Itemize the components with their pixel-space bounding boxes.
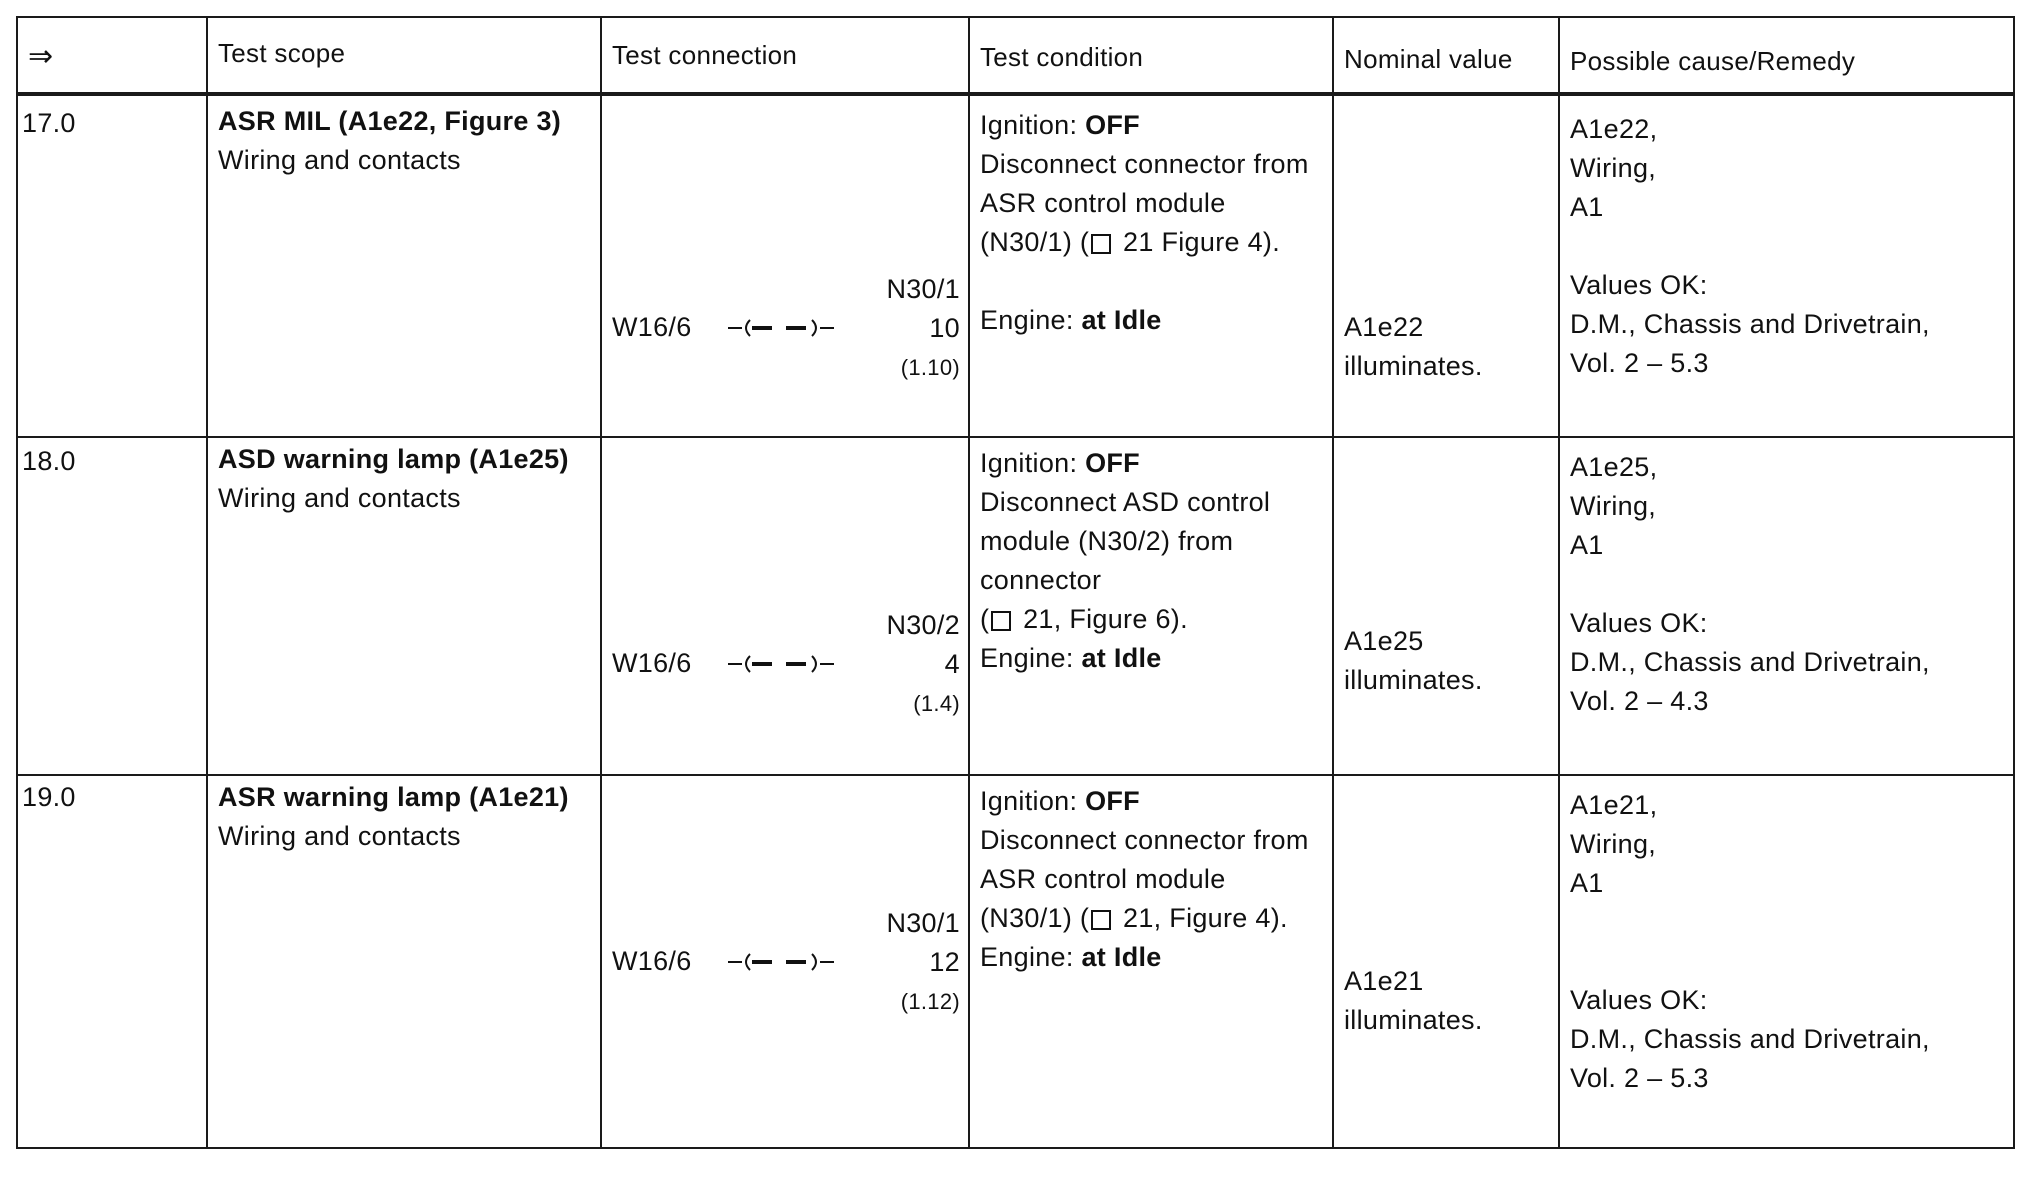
engine-label: Engine: [980, 942, 1082, 972]
ignition-label: Ignition: [980, 448, 1086, 478]
cause-line: A1 [1570, 530, 1604, 560]
cause-line: A1e25, [1570, 452, 1658, 482]
cause-line: Wiring, [1570, 491, 1657, 521]
values-ok-label: Values OK: [1570, 985, 1708, 1015]
cause-line: A1 [1570, 192, 1604, 222]
scope-title: ASR warning lamp (A1e21) [218, 782, 569, 812]
scope-title: ASD warning lamp (A1e25) [218, 444, 569, 474]
nominal-value [1344, 622, 1483, 700]
col-divider [206, 18, 208, 1147]
test-condition [980, 444, 1270, 678]
remedy-line: D.M., Chassis and Drivetrain, [1570, 309, 1930, 339]
test-table [16, 16, 2015, 1149]
remedy-line: Vol. 2 – 4.3 [1570, 686, 1709, 716]
condition-line: connector [980, 565, 1102, 595]
nominal-line: illuminates. [1344, 665, 1483, 695]
step-number: 19.0 [22, 782, 76, 812]
cause-line: A1e21, [1570, 790, 1658, 820]
cause-remedy [1570, 448, 1930, 721]
reference-box-icon [991, 611, 1011, 631]
conn-component: N30/1 [886, 274, 960, 304]
header-test-connection: Test connection [612, 40, 798, 70]
condition-line: module (N30/2) from [980, 526, 1234, 556]
col-divider [1332, 18, 1334, 1147]
header-nominal-value: Nominal value [1344, 44, 1513, 74]
header-test-scope: Test scope [218, 38, 346, 68]
remedy-line: Vol. 2 – 5.3 [1570, 1063, 1709, 1093]
reference-box-icon [1091, 910, 1111, 930]
test-scope [218, 778, 569, 856]
conn-pin: 12 [929, 947, 960, 977]
ignition-value: OFF [1085, 110, 1140, 140]
values-ok-label: Values OK: [1570, 270, 1708, 300]
col-divider [1558, 18, 1560, 1147]
engine-label: Engine: [980, 643, 1082, 673]
cause-remedy [1570, 110, 1930, 383]
engine-value: at Idle [1081, 305, 1162, 335]
conn-ref: (1.10) [900, 355, 960, 380]
cause-line: Wiring, [1570, 829, 1657, 859]
connector-symbol-icon [728, 318, 834, 338]
nominal-line: A1e22 [1344, 312, 1424, 342]
test-condition [980, 782, 1309, 977]
row-divider [18, 436, 2013, 438]
nominal-line: illuminates. [1344, 1005, 1483, 1035]
ignition-label: Ignition: [980, 110, 1086, 140]
conn-ref: (1.12) [900, 989, 960, 1014]
header-test-condition: Test condition [980, 42, 1144, 72]
ignition-value: OFF [1085, 786, 1140, 816]
condition-line: 21, Figure 6). [1015, 604, 1188, 634]
connector-symbol-icon [728, 654, 834, 674]
conn-pin: 4 [944, 649, 960, 679]
header-arrow: ⇒ [28, 40, 54, 73]
nominal-value [1344, 962, 1483, 1040]
conn-to [848, 606, 960, 723]
conn-from: W16/6 [612, 312, 692, 342]
conn-from: W16/6 [612, 946, 692, 976]
conn-component: N30/2 [886, 610, 960, 640]
remedy-line: Vol. 2 – 5.3 [1570, 348, 1709, 378]
conn-ref: (1.4) [913, 691, 960, 716]
condition-line: Disconnect connector from [980, 825, 1309, 855]
scope-subtitle: Wiring and contacts [218, 821, 461, 851]
cause-line: Wiring, [1570, 153, 1657, 183]
col-divider [968, 18, 970, 1147]
nominal-line: illuminates. [1344, 351, 1483, 381]
step-number: 17.0 [22, 108, 76, 138]
header-cause-remedy: Possible cause/Remedy [1570, 46, 1856, 76]
condition-line: 21, Figure 4). [1115, 903, 1288, 933]
engine-value: at Idle [1081, 942, 1162, 972]
cause-line: A1 [1570, 868, 1604, 898]
condition-line: Disconnect connector from [980, 149, 1309, 179]
condition-line: Disconnect ASD control [980, 487, 1271, 517]
header-divider [18, 92, 2013, 96]
scope-subtitle: Wiring and contacts [218, 483, 461, 513]
nominal-line: A1e21 [1344, 966, 1424, 996]
reference-box-icon [1091, 234, 1111, 254]
row-divider [18, 774, 2013, 776]
test-condition [980, 106, 1309, 340]
conn-from: W16/6 [612, 648, 692, 678]
step-number: 18.0 [22, 446, 76, 476]
ignition-label: Ignition: [980, 786, 1086, 816]
nominal-value [1344, 308, 1483, 386]
conn-component: N30/1 [886, 908, 960, 938]
values-ok-label: Values OK: [1570, 608, 1708, 638]
condition-line: 21 Figure 4). [1115, 227, 1281, 257]
condition-line: ASR control module [980, 188, 1226, 218]
condition-line: (N30/1) ( [980, 903, 1090, 933]
engine-label: Engine: [980, 305, 1082, 335]
nominal-line: A1e25 [1344, 626, 1424, 656]
col-divider [600, 18, 602, 1147]
test-scope [218, 440, 569, 518]
remedy-line: D.M., Chassis and Drivetrain, [1570, 647, 1930, 677]
remedy-line: D.M., Chassis and Drivetrain, [1570, 1024, 1930, 1054]
conn-to [848, 904, 960, 1021]
cause-line: A1e22, [1570, 114, 1658, 144]
condition-line: (N30/1) ( [980, 227, 1090, 257]
condition-line: ( [980, 604, 990, 634]
conn-pin: 10 [929, 313, 960, 343]
engine-value: at Idle [1081, 643, 1162, 673]
cause-remedy [1570, 786, 1930, 1098]
condition-line: ASR control module [980, 864, 1226, 894]
conn-to [848, 270, 960, 387]
test-scope [218, 102, 561, 180]
scope-title: ASR MIL (A1e22, Figure 3) [218, 106, 562, 136]
connector-symbol-icon [728, 952, 834, 972]
ignition-value: OFF [1085, 448, 1140, 478]
scope-subtitle: Wiring and contacts [218, 145, 461, 175]
